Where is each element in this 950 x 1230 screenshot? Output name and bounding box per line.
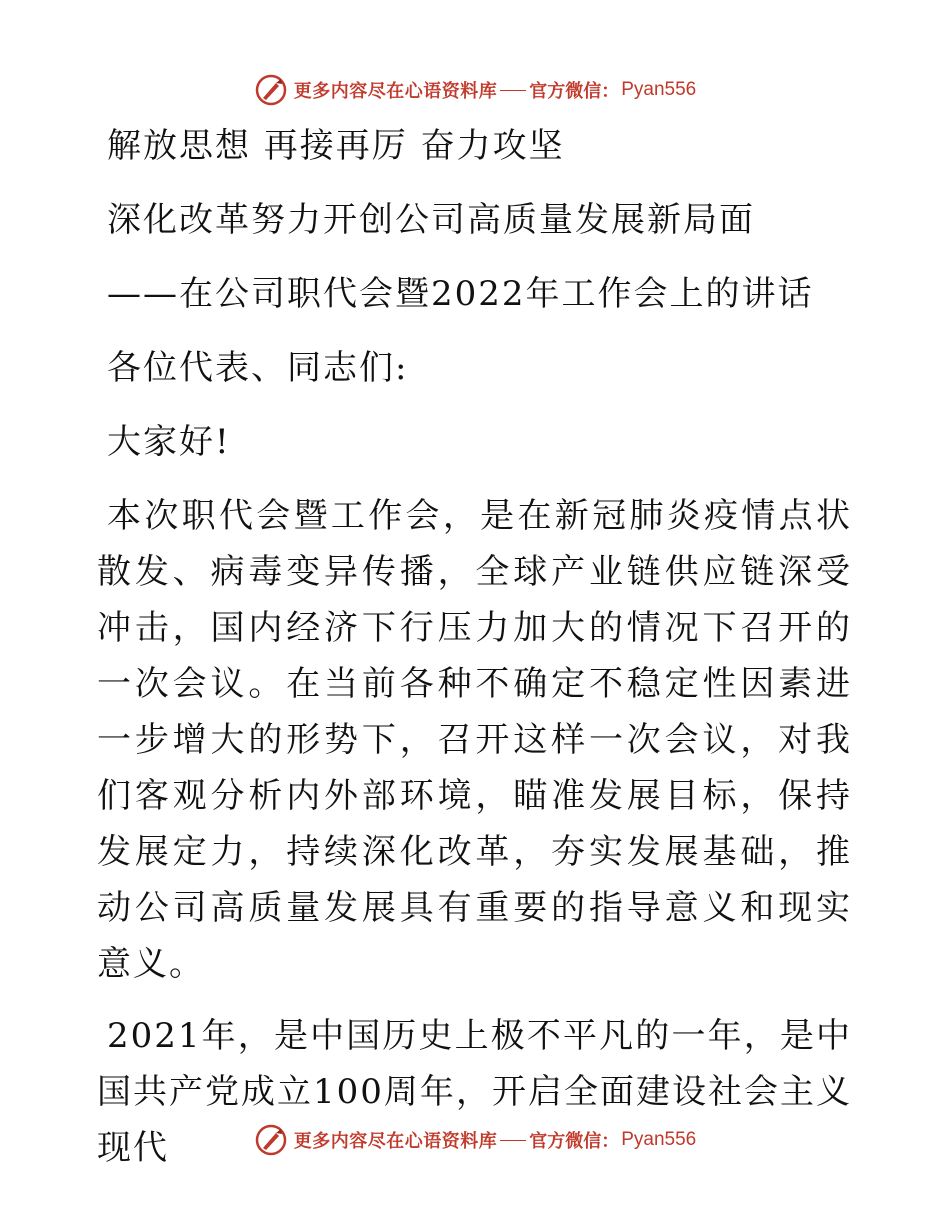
quill-logo-icon	[254, 1123, 288, 1157]
watermark-id: Pyan556	[621, 1129, 697, 1150]
document-body	[97, 118, 852, 1192]
watermark-label: 官方微信：	[529, 1131, 620, 1152]
footer-watermark	[0, 1120, 950, 1160]
title-line-2: 深化改革努力开创公司高质量发展新局面	[107, 200, 755, 240]
watermark-text: 更多内容尽在心语资料库	[293, 1131, 498, 1152]
watermark-id: Pyan556	[621, 79, 697, 100]
quill-logo-icon	[254, 73, 288, 107]
paragraph-2: 2021年，是中国历史上极不平凡的一年，是中国共产党成立100周年，开启全面建设社会主义现代	[97, 1016, 852, 1168]
watermark-label: 官方微信：	[529, 81, 620, 102]
greeting: 大家好!	[107, 422, 231, 462]
paragraph-1: 本次职代会暨工作会，是在新冠肺炎疫情点状散发、病毒变异传播，全球产业链供应链深受冲击，国内经济下行压力加大的情况下召开的一次会议。在当前各种不确定不稳定性因素进一步增大的形势下，召开这样一次会议，对我们客观分析内外部环境，瞄准发展目标，保持发展定力，持续深化改革，夯实发展基础，推动公司高质量发展具有重要的指导意义和现实意义。	[97, 496, 852, 984]
title-line-1: 解放思想 再接再厉 奋力攻坚	[107, 126, 565, 166]
header-watermark	[0, 70, 950, 110]
subtitle: ——在公司职代会暨2022年工作会上的讲话	[107, 274, 814, 314]
watermark-dash	[500, 90, 526, 91]
watermark-text: 更多内容尽在心语资料库	[293, 81, 498, 102]
watermark-dash	[500, 1140, 526, 1141]
salutation: 各位代表、同志们:	[107, 348, 409, 388]
